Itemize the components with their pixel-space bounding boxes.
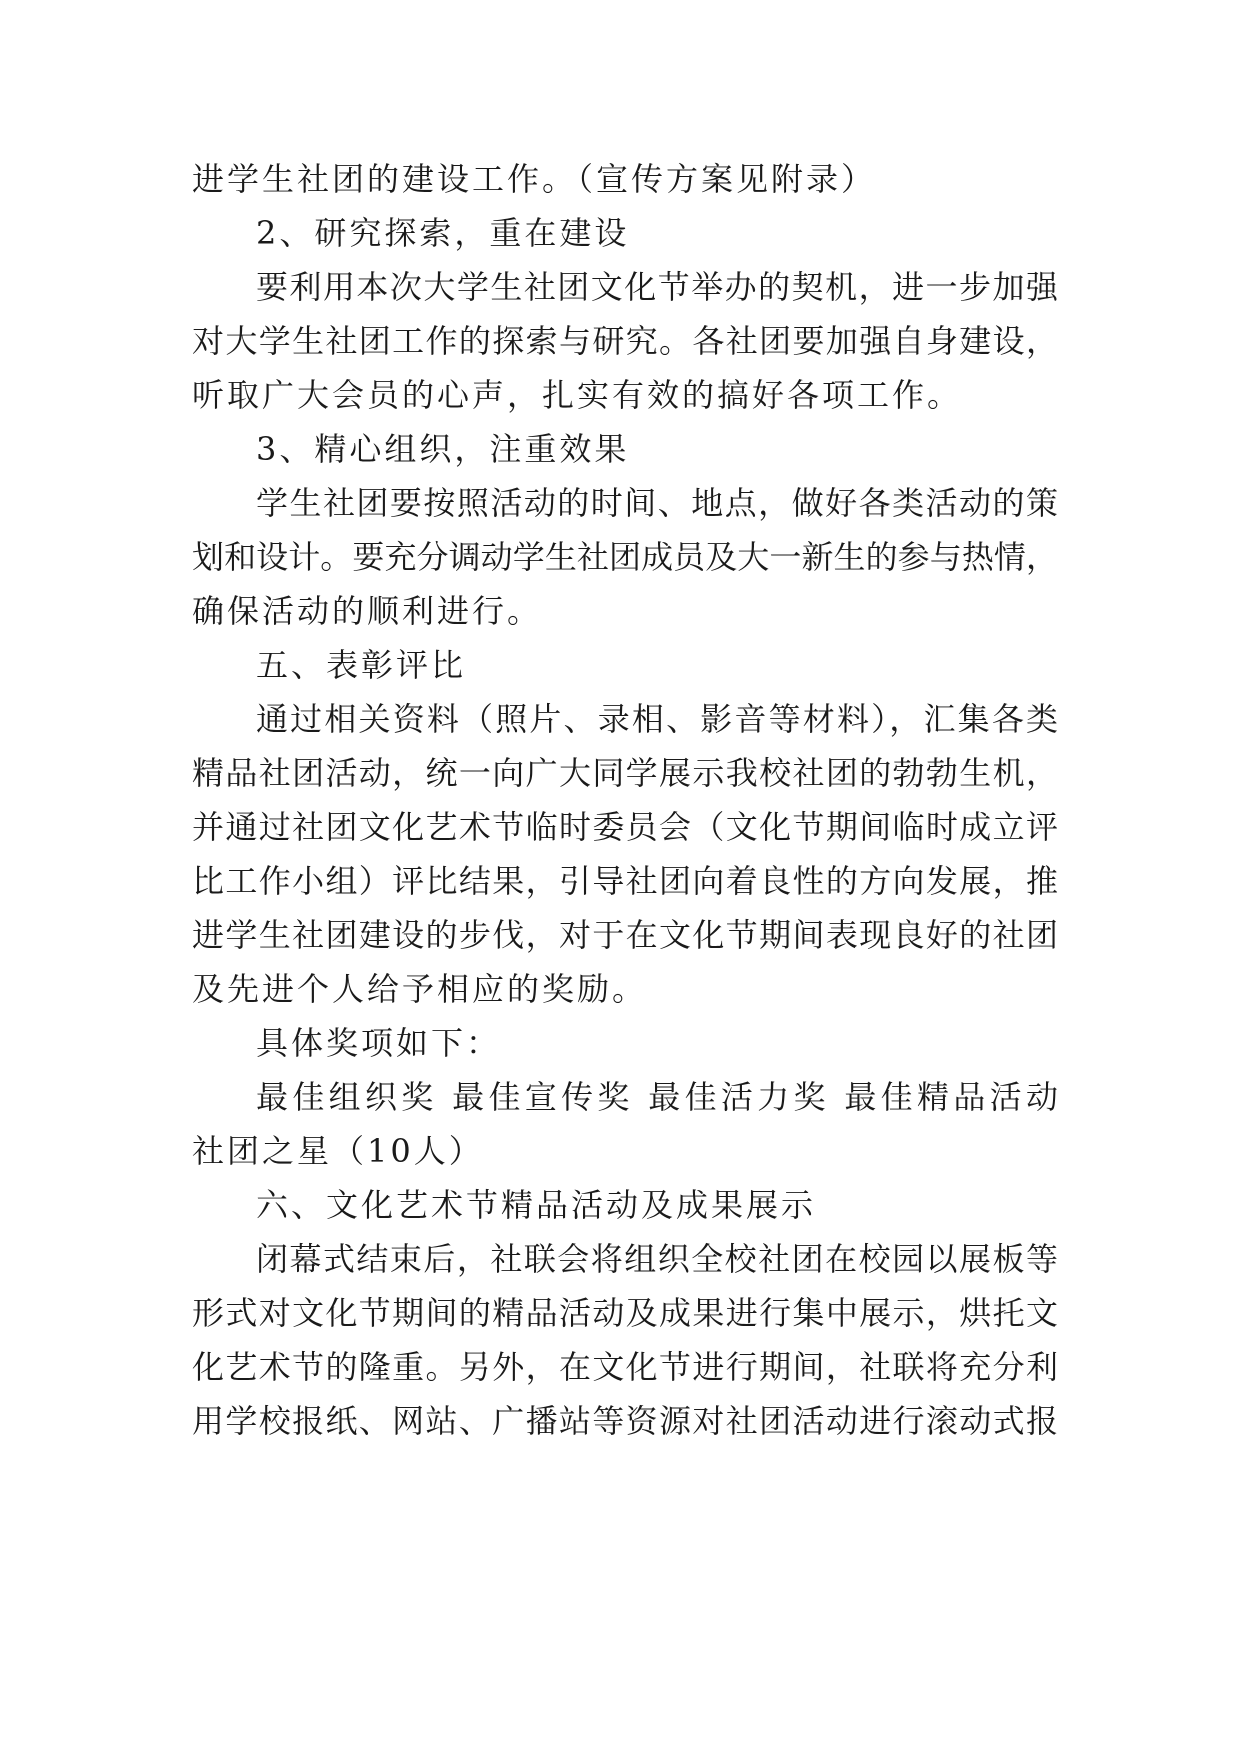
awards-list: 最佳组织奖 最佳宣传奖 最佳活力奖 最佳精品活动: [256, 1078, 1058, 1116]
subheading-2: 2、研究探索，重在建设: [256, 214, 630, 252]
text-line: 对大学生社团工作的探索与研究。各社团要加强自身建设，: [192, 322, 1058, 360]
text-line: 化艺术节的隆重。另外，在文化节进行期间，社联将充分利: [192, 1348, 1058, 1386]
subheading-3: 3、精心组织，注重效果: [256, 430, 630, 468]
text-line: 用学校报纸、网站、广播站等资源对社团活动进行滚动式报: [192, 1402, 1058, 1440]
text-line: 进学生社团的建设工作。（宣传方案见附录）: [192, 160, 877, 198]
awards-list-continued: 社团之星（10人）: [192, 1132, 484, 1170]
section-heading-6: 六、文化艺术节精品活动及成果展示: [256, 1186, 817, 1224]
text-line: 形式对文化节期间的精品活动及成果进行集中展示，烘托文: [192, 1294, 1058, 1332]
awards-intro: 具体奖项如下：: [256, 1024, 502, 1062]
text-line: 要利用本次大学生社团文化节举办的契机，进一步加强: [256, 268, 1058, 306]
text-line: 比工作小组）评比结果，引导社团向着良性的方向发展，推: [192, 862, 1058, 900]
section-heading-5: 五、表彰评比: [256, 646, 467, 684]
text-line: 通过相关资料（照片、录相、影音等材料），汇集各类: [256, 700, 1058, 738]
text-line: 听取广大会员的心声，扎实有效的搞好各项工作。: [192, 376, 963, 414]
text-line: 并通过社团文化艺术节临时委员会（文化节期间临时成立评: [192, 808, 1058, 846]
text-line: 闭幕式结束后，社联会将组织全校社团在校园以展板等: [256, 1240, 1058, 1278]
text-line: 划和设计。要充分调动学生社团成员及大一新生的参与热情，: [192, 538, 1058, 576]
text-line: 精品社团活动，统一向广大同学展示我校社团的勃勃生机，: [192, 754, 1058, 792]
text-line: 及先进个人给予相应的奖励。: [192, 970, 648, 1008]
text-line: 进学生社团建设的步伐，对于在文化节期间表现良好的社团: [192, 916, 1058, 954]
text-line: 学生社团要按照活动的时间、地点，做好各类活动的策: [256, 484, 1058, 522]
text-line: 确保活动的顺利进行。: [192, 592, 543, 630]
